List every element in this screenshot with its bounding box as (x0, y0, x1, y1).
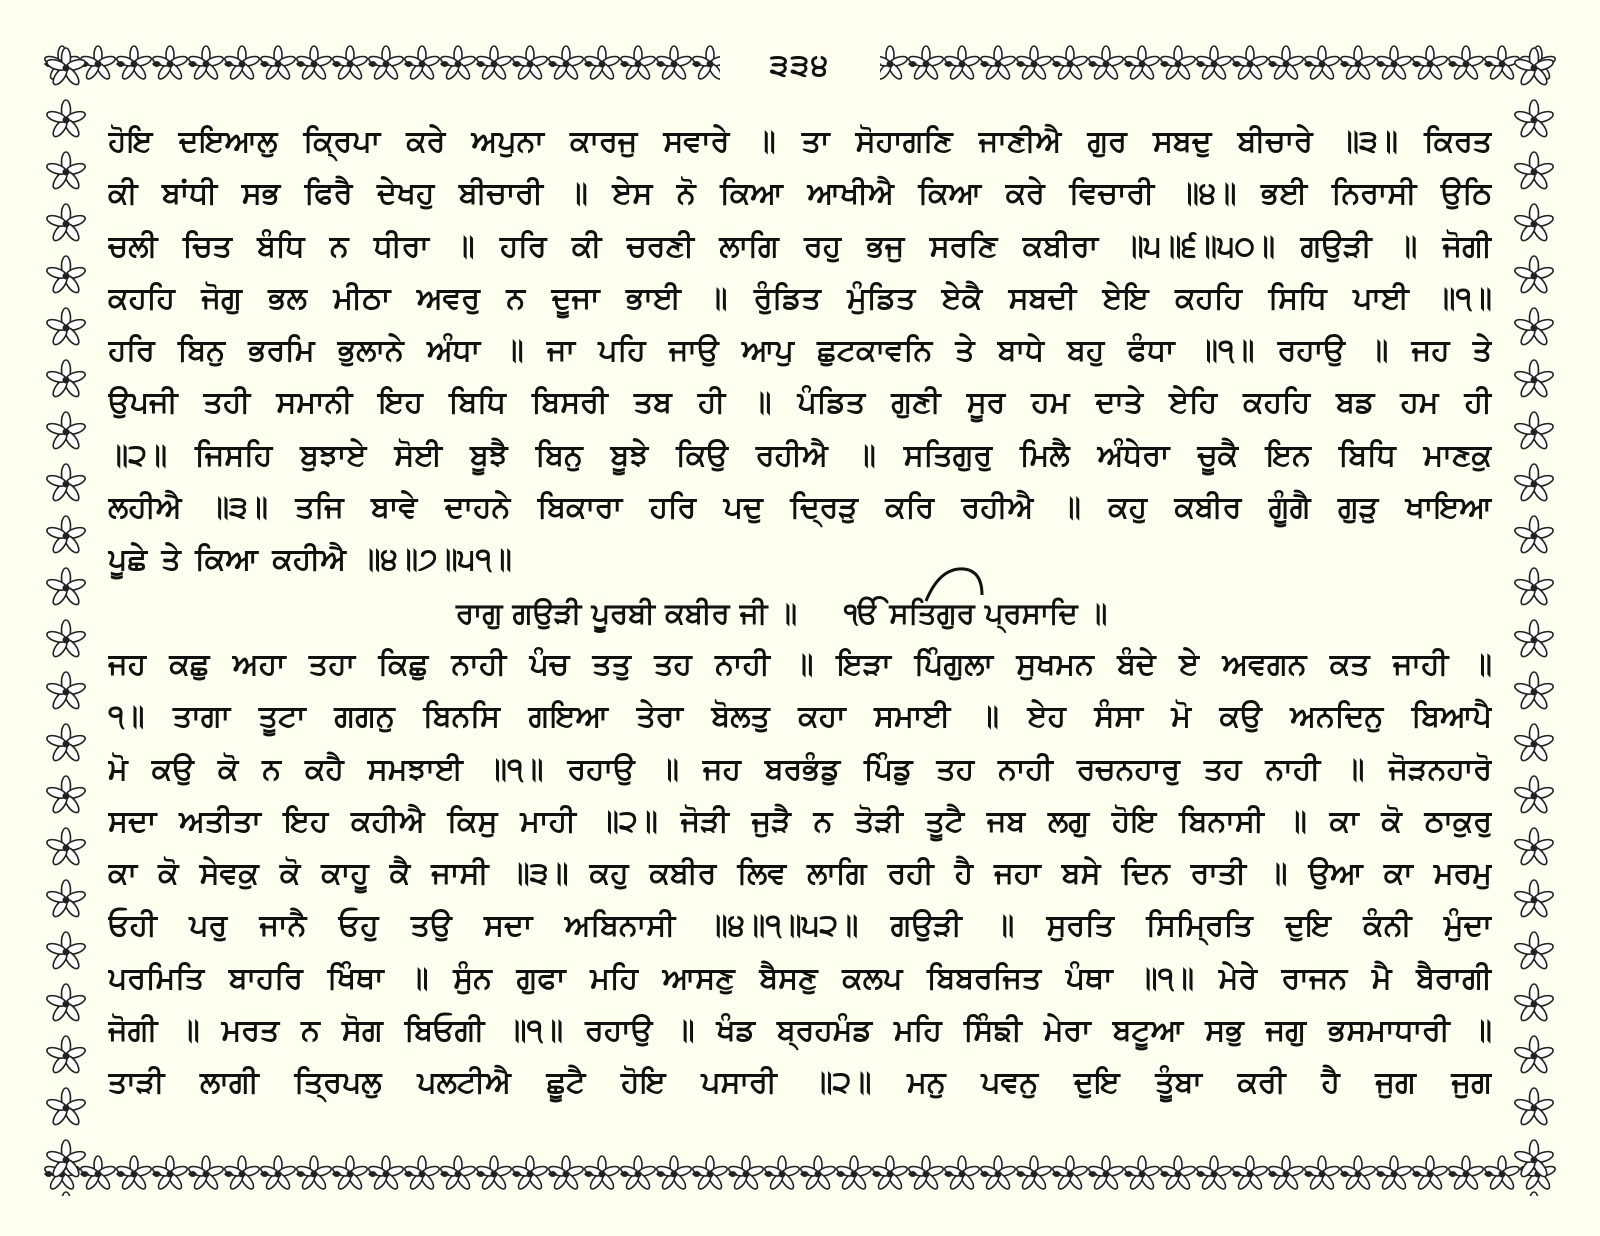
text-line: ਤਾੜੀ ਲਾਗੀ ਤ੍ਰਿਪਲੁ ਪਲਟੀਐ ਛੂਟੈ ਹੋਇ ਪਸਾਰੀ ॥੨॥ ਮਨੁ ਪਵਨੁ ਦੁਇ ਤੂੰਬਾ ਕਰੀ ਹੈ ਜੁਗ ਜੁਗ (108, 1065, 1492, 1101)
text-line: ਓਹੀ ਪਰੁ ਜਾਨੈ ਓਹੁ ਤਉ ਸਦਾ ਅਬਿਨਾਸੀ ॥੪॥੧॥੫੨॥ ਗਉੜੀ ॥ ਸੁਰਤਿ ਸਿਮ੍ਰਿਤਿ ਦੁਇ ਕੰਨੀ ਮੁੰਦਾ (108, 908, 1492, 944)
text-line: ਚਲੀ ਚਿਤ ਬੰਧਿ ਨ ਧੀਰਾ ॥ ਹਰਿ ਕੀ ਚਰਣੀ ਲਾਗਿ ਰਹੁ ਭਜੁ ਸਰਣਿ ਕਬੀਰਾ ॥੫॥੬॥੫੦॥ ਗਉੜੀ ॥ ਜੋਗੀ (108, 228, 1492, 264)
flower-ornament-icon (44, 42, 88, 1196)
text-line: ਲਹੀਐ ॥੩॥ ਤਜਿ ਬਾਵੇ ਦਾਹਨੇ ਬਿਕਾਰਾ ਹਰਿ ਪਦੁ ਦ੍ਰਿੜੁ ਕਰਿ ਰਹੀਐ ॥ ਕਹੁ ਕਬੀਰ ਗੂੰਗੈ ਗੁੜੁ ਖਾਇਆ (108, 490, 1492, 526)
text-line: ਉਪਜੀ ਤਹੀ ਸਮਾਨੀ ਇਹ ਬਿਧਿ ਬਿਸਰੀ ਤਬ ਹੀ ॥ ਪੰਡਿਤ ਗੁਣੀ ਸੂਰ ਹਮ ਦਾਤੇ ਏਹਿ ਕਹਹਿ ਬਡ ਹਮ ਹੀ (108, 385, 1492, 421)
mool-mantar-heading: ੴ ਸਤਿਗੁਰ ਪ੍ਰਸਾਦਿ ॥ (844, 595, 1108, 630)
flower-ornament-icon (44, 1152, 1556, 1196)
text-line: ਮੋ ਕਉ ਕੋ ਨ ਕਹੈ ਸਮਝਾਈ ॥੧॥ ਰਹਾਉ ॥ ਜਹ ਬਰਭੰਡੁ ਪਿੰਡੁ ਤਹ ਨਾਹੀ ਰਚਨਹਾਰੁ ਤਹ ਨਾਹੀ ॥ ਜੋੜਨਹਾਰੋ (108, 751, 1492, 787)
page-number-container (720, 38, 880, 92)
text-line: ਹਰਿ ਬਿਨੁ ਭਰਮਿ ਭੁਲਾਨੇ ਅੰਧਾ ॥ ਜਾ ਪਹਿ ਜਾਉ ਆਪੁ ਛੁਟਕਾਵਨਿ ਤੇ ਬਾਧੇ ਬਹੁ ਫੰਧਾ ॥੧॥ ਰਹਾਉ ॥ ਜਹ ਤੇ (108, 333, 1492, 369)
floral-border-left (44, 42, 88, 1196)
flower-ornament-icon (1512, 42, 1556, 1196)
text-line: ॥੨॥ ਜਿਸਹਿ ਬੁਝਾਏ ਸੋਈ ਬੂਝੈ ਬਿਨੁ ਬੂਝੇ ਕਿਉ ਰਹੀਐ ॥ ਸਤਿਗੁਰੁ ਮਿਲੈ ਅੰਧੇਰਾ ਚੂਕੈ ਇਨ ਬਿਧਿ ਮਾਣਕੁ (108, 437, 1492, 473)
floral-border-bottom (44, 1152, 1556, 1196)
text-line: ਕਹਹਿ ਜੋਗੁ ਭਲ ਮੀਠਾ ਅਵਰੁ ਨ ਦੂਜਾ ਭਾਈ ॥ ਰੁੰਡਿਤ ਮੁੰਡਿਤ ਏਕੈ ਸਬਦੀ ਏਇ ਕਹਹਿ ਸਿਧਿ ਪਾਈ ॥੧॥ (108, 280, 1492, 316)
section-heading (108, 587, 1492, 639)
text-line: ਪੂਛੇ ਤੇ ਕਿਆ ਕਹੀਐ ॥੪॥੭॥੫੧॥ (108, 542, 512, 578)
text-line: ਸਦਾ ਅਤੀਤਾ ਇਹ ਕਹੀਐ ਕਿਸੁ ਮਾਹੀ ॥੨॥ ਜੋੜੀ ਜੁੜੈ ਨ ਤੋੜੀ ਤੂਟੈ ਜਬ ਲਗੁ ਹੋਇ ਬਿਨਾਸੀ ॥ ਕਾ ਕੋ ਠਾਕੁਰੁ (108, 803, 1492, 839)
page-number: ੩੩੪ (769, 47, 831, 83)
text-line: ਹੋਇ ਦਇਆਲੁ ਕ੍ਰਿਪਾ ਕਰੇ ਅਪੁਨਾ ਕਾਰਜੁ ਸਵਾਰੇ ॥ ਤਾ ਸੋਹਾਗਣਿ ਜਾਣੀਐ ਗੁਰ ਸਬਦੁ ਬੀਚਾਰੇ ॥੩॥ ਕਿਰਤ (108, 124, 1492, 159)
text-line: ਕਾ ਕੋ ਸੇਵਕੁ ਕੋ ਕਾਹੂ ਕੈ ਜਾਸੀ ॥੩॥ ਕਹੁ ਕਬੀਰ ਲਿਵ ਲਾਗਿ ਰਹੀ ਹੈ ਜਹਾ ਬਸੇ ਦਿਨ ਰਾਤੀ ॥ ਉਆ ਕਾ ਮਰਮੁ (108, 856, 1492, 892)
text-line: ਪਰਮਿਤਿ ਬਾਹਰਿ ਖਿੰਥਾ ॥ ਸੁੰਨ ਗੁਫਾ ਮਹਿ ਆਸਣੁ ਬੈਸਣੁ ਕਲਪ ਬਿਬਰਜਿਤ ਪੰਥਾ ॥੧॥ ਮੇਰੇ ਰਾਜਨ ਮੈ ਬੈਰਾਗੀ (108, 960, 1492, 996)
floral-border-right (1512, 42, 1556, 1196)
text-line: ਕੀ ਬਾਂਧੀ ਸਭ ਫਿਰੈ ਦੇਖਹੁ ਬੀਚਾਰੀ ॥ ਏਸ ਨੋ ਕਿਆ ਆਖੀਐ ਕਿਆ ਕਰੇ ਵਿਚਾਰੀ ॥੪॥ ਭਈ ਨਿਰਾਸੀ ਉਠਿ (108, 176, 1492, 212)
text-line: ਜੋਗੀ ॥ ਮਰਤ ਨ ਸੋਗ ਬਿਓਗੀ ॥੧॥ ਰਹਾਉ ॥ ਖੰਡ ਬ੍ਰਹਮੰਡ ਮਹਿ ਸਿੰਙੀ ਮੇਰਾ ਬਟੂਆ ਸਭੁ ਜਗੁ ਭਸਮਾਧਾਰੀ ॥ (108, 1013, 1492, 1049)
text-line: ੧॥ ਤਾਗਾ ਤੂਟਾ ਗਗਨੁ ਬਿਨਸਿ ਗਇਆ ਤੇਰਾ ਬੋਲਤੁ ਕਹਾ ਸਮਾਈ ॥ ਏਹ ਸੰਸਾ ਮੋ ਕਉ ਅਨਦਿਨੁ ਬਿਆਪੈ (108, 699, 1492, 735)
scripture-text (108, 116, 1492, 1110)
text-line: ਜਹ ਕਛੁ ਅਹਾ ਤਹਾ ਕਿਛੁ ਨਾਹੀ ਪੰਚ ਤਤੁ ਤਹ ਨਾਹੀ ॥ ਇੜਾ ਪਿੰਗੁਲਾ ਸੁਖਮਨ ਬੰਦੇ ਏ ਅਵਗਨ ਕਤ ਜਾਹੀ ॥ (108, 646, 1492, 682)
raag-heading: ਰਾਗੁ ਗਉੜੀ ਪੂਰਬੀ ਕਬੀਰ ਜੀ ॥ (456, 595, 798, 630)
